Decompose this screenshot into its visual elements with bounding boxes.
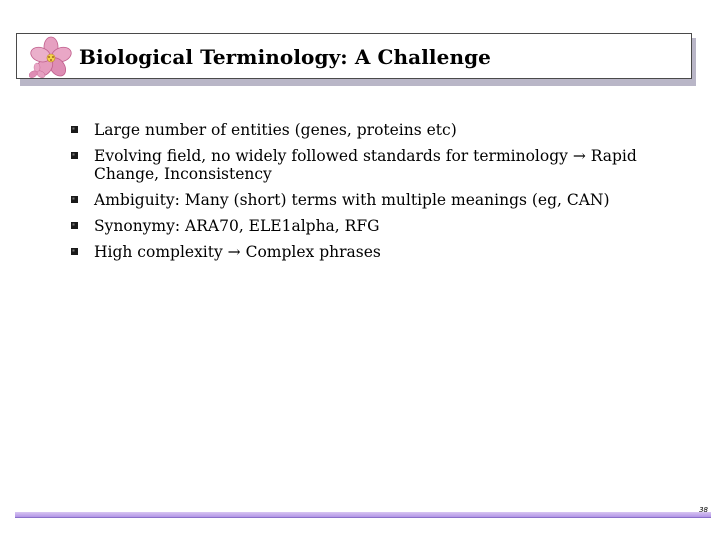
bullet-list (70, 117, 710, 265)
slide-title: Biological Terminology: A Challenge (79, 45, 492, 69)
bullet-item (70, 213, 710, 239)
bullet-text: Synonymy: ARA70, ELE1alpha, RFG (94, 217, 380, 235)
bullet-item (70, 187, 710, 213)
square-bullet-icon (70, 247, 80, 257)
square-bullet-icon (70, 221, 80, 231)
bullet-text: Large number of entities (genes, proteins etc) (94, 121, 457, 139)
bullet-item (70, 143, 710, 183)
square-bullet-icon (70, 151, 80, 161)
bullet-continuation: Change, Inconsistency (94, 165, 272, 183)
page-number: 38 (699, 506, 708, 514)
bullet-item (70, 239, 710, 265)
bullet-text: Evolving field, no widely followed standards for terminology → Rapid (94, 147, 637, 165)
bullet-item (70, 117, 710, 143)
bullet-text: High complexity → Complex phrases (94, 243, 381, 261)
footer-bar (15, 512, 711, 518)
bullet-text: Ambiguity: Many (short) terms with multiple meanings (eg, CAN) (94, 191, 610, 209)
title-box (16, 33, 692, 79)
square-bullet-icon (70, 125, 80, 135)
square-bullet-icon (70, 195, 80, 205)
